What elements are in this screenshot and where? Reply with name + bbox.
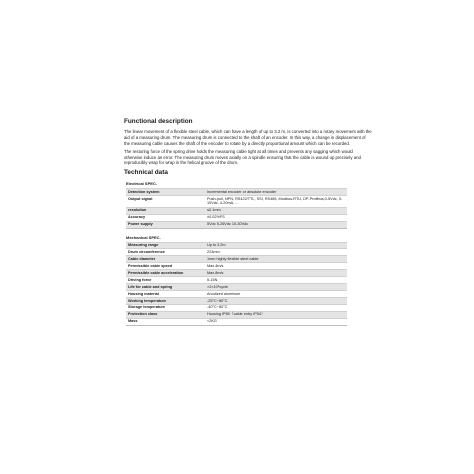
functional-description-heading: Functional description [124,118,193,125]
spec-value: ±0.02%FS [205,214,347,221]
spec-label: Storage temperature [126,304,205,311]
table-row [126,207,347,214]
table-row [126,256,347,263]
electrical-spec-table [126,188,347,227]
spec-label: Output signal [126,196,205,208]
mechanical-spec-title: Mechanical SPEC. [126,234,161,240]
spec-value: Housing IP65（cable entry IP54） [205,311,347,318]
spec-label: Driving force [126,277,205,284]
spec-label: Working temperature [126,297,205,304]
table-row [126,318,347,324]
table-row [126,311,347,318]
spec-value: Push-pull, NPN, RS422/TTL, SSI, RS485, Modbus-RTU, DP-Profibus,0-5Vdc, 0-10Vdc, 4-20mA, ... [205,196,347,208]
spec-label: resolution [126,207,205,214]
mechanical-spec-table [126,242,347,325]
spec-value: Max.4m/s [205,263,347,270]
spec-value: 5Vdc 5-26Vdc 10-30Vdc [205,221,347,227]
spec-label: Power supply [126,221,205,227]
spec-value: Incremental encoder or absolute encoder [205,189,347,196]
spec-label: Cable diameter [126,256,205,263]
table-row [126,214,347,221]
spec-label: Protection class [126,311,205,318]
table-row [126,270,347,277]
spec-value: >2×10⁶cycle [205,284,347,291]
spec-label: Accuracy [126,214,205,221]
spec-value: 1mm highly flexible steel cable [205,256,347,263]
table-row [126,249,347,256]
table-row [126,297,347,304]
table-row [126,242,347,249]
mechanical-spec-section [126,234,347,326]
spec-value: Anodized aluminum [205,290,347,297]
spec-value: 223mm [205,249,347,256]
spec-value: <2KG [205,318,347,324]
functional-paragraph-1: The linear movement of a flexible steel cable, which can have a length of up to 3.2 m, is converted into a rotary movement with the aid of a measuring drum. The measuring drum is connected to the shaft of an encoder. In this way, a change in displacement of the measuring cable causes the shaft of the encoder to rotate by a directly proportional amount which can be recorded. [124,129,372,146]
spec-value: -25°C~80°C [205,297,347,304]
spec-value: Up to 3.2m [205,242,347,249]
spec-value: Max.8m/s [205,270,347,277]
spec-label: Drum circumference [126,249,205,256]
spec-value: 5-15N [205,277,347,284]
electrical-spec-title: Electrical SPEC. [126,181,157,187]
spec-label: Detection system [126,189,205,196]
spec-label: Housing material [126,290,205,297]
spec-label: Measuring range [126,242,205,249]
table-row [126,196,347,208]
technical-data-heading: Technical data [124,168,168,176]
spec-label: Mass [126,318,205,324]
table-row [126,284,347,291]
table-row [126,263,347,270]
table-row [126,221,347,227]
table-row [126,304,347,311]
functional-paragraph-2: The restoring force of the spring drive holds the measuring cable tight at all times and prevents any sagging which would otherwise induce an error. The measuring drum moves axially on a spindle ensuring that the cable is wound up precisely and reproducibly wrap for wrap in the helical groove of the drum. [124,149,361,166]
table-row [126,277,347,284]
spec-label: Life for cable and spring [126,284,205,291]
spec-value: -40°C~80°C [205,304,347,311]
electrical-spec-section [126,180,347,228]
product-document [124,118,372,331]
spec-value: ≤0.1mm [205,207,347,214]
table-row [126,189,347,196]
spec-label: Permissible cable acceleration [126,270,205,277]
table-row [126,290,347,297]
spec-label: Permissible cable speed [126,263,205,270]
